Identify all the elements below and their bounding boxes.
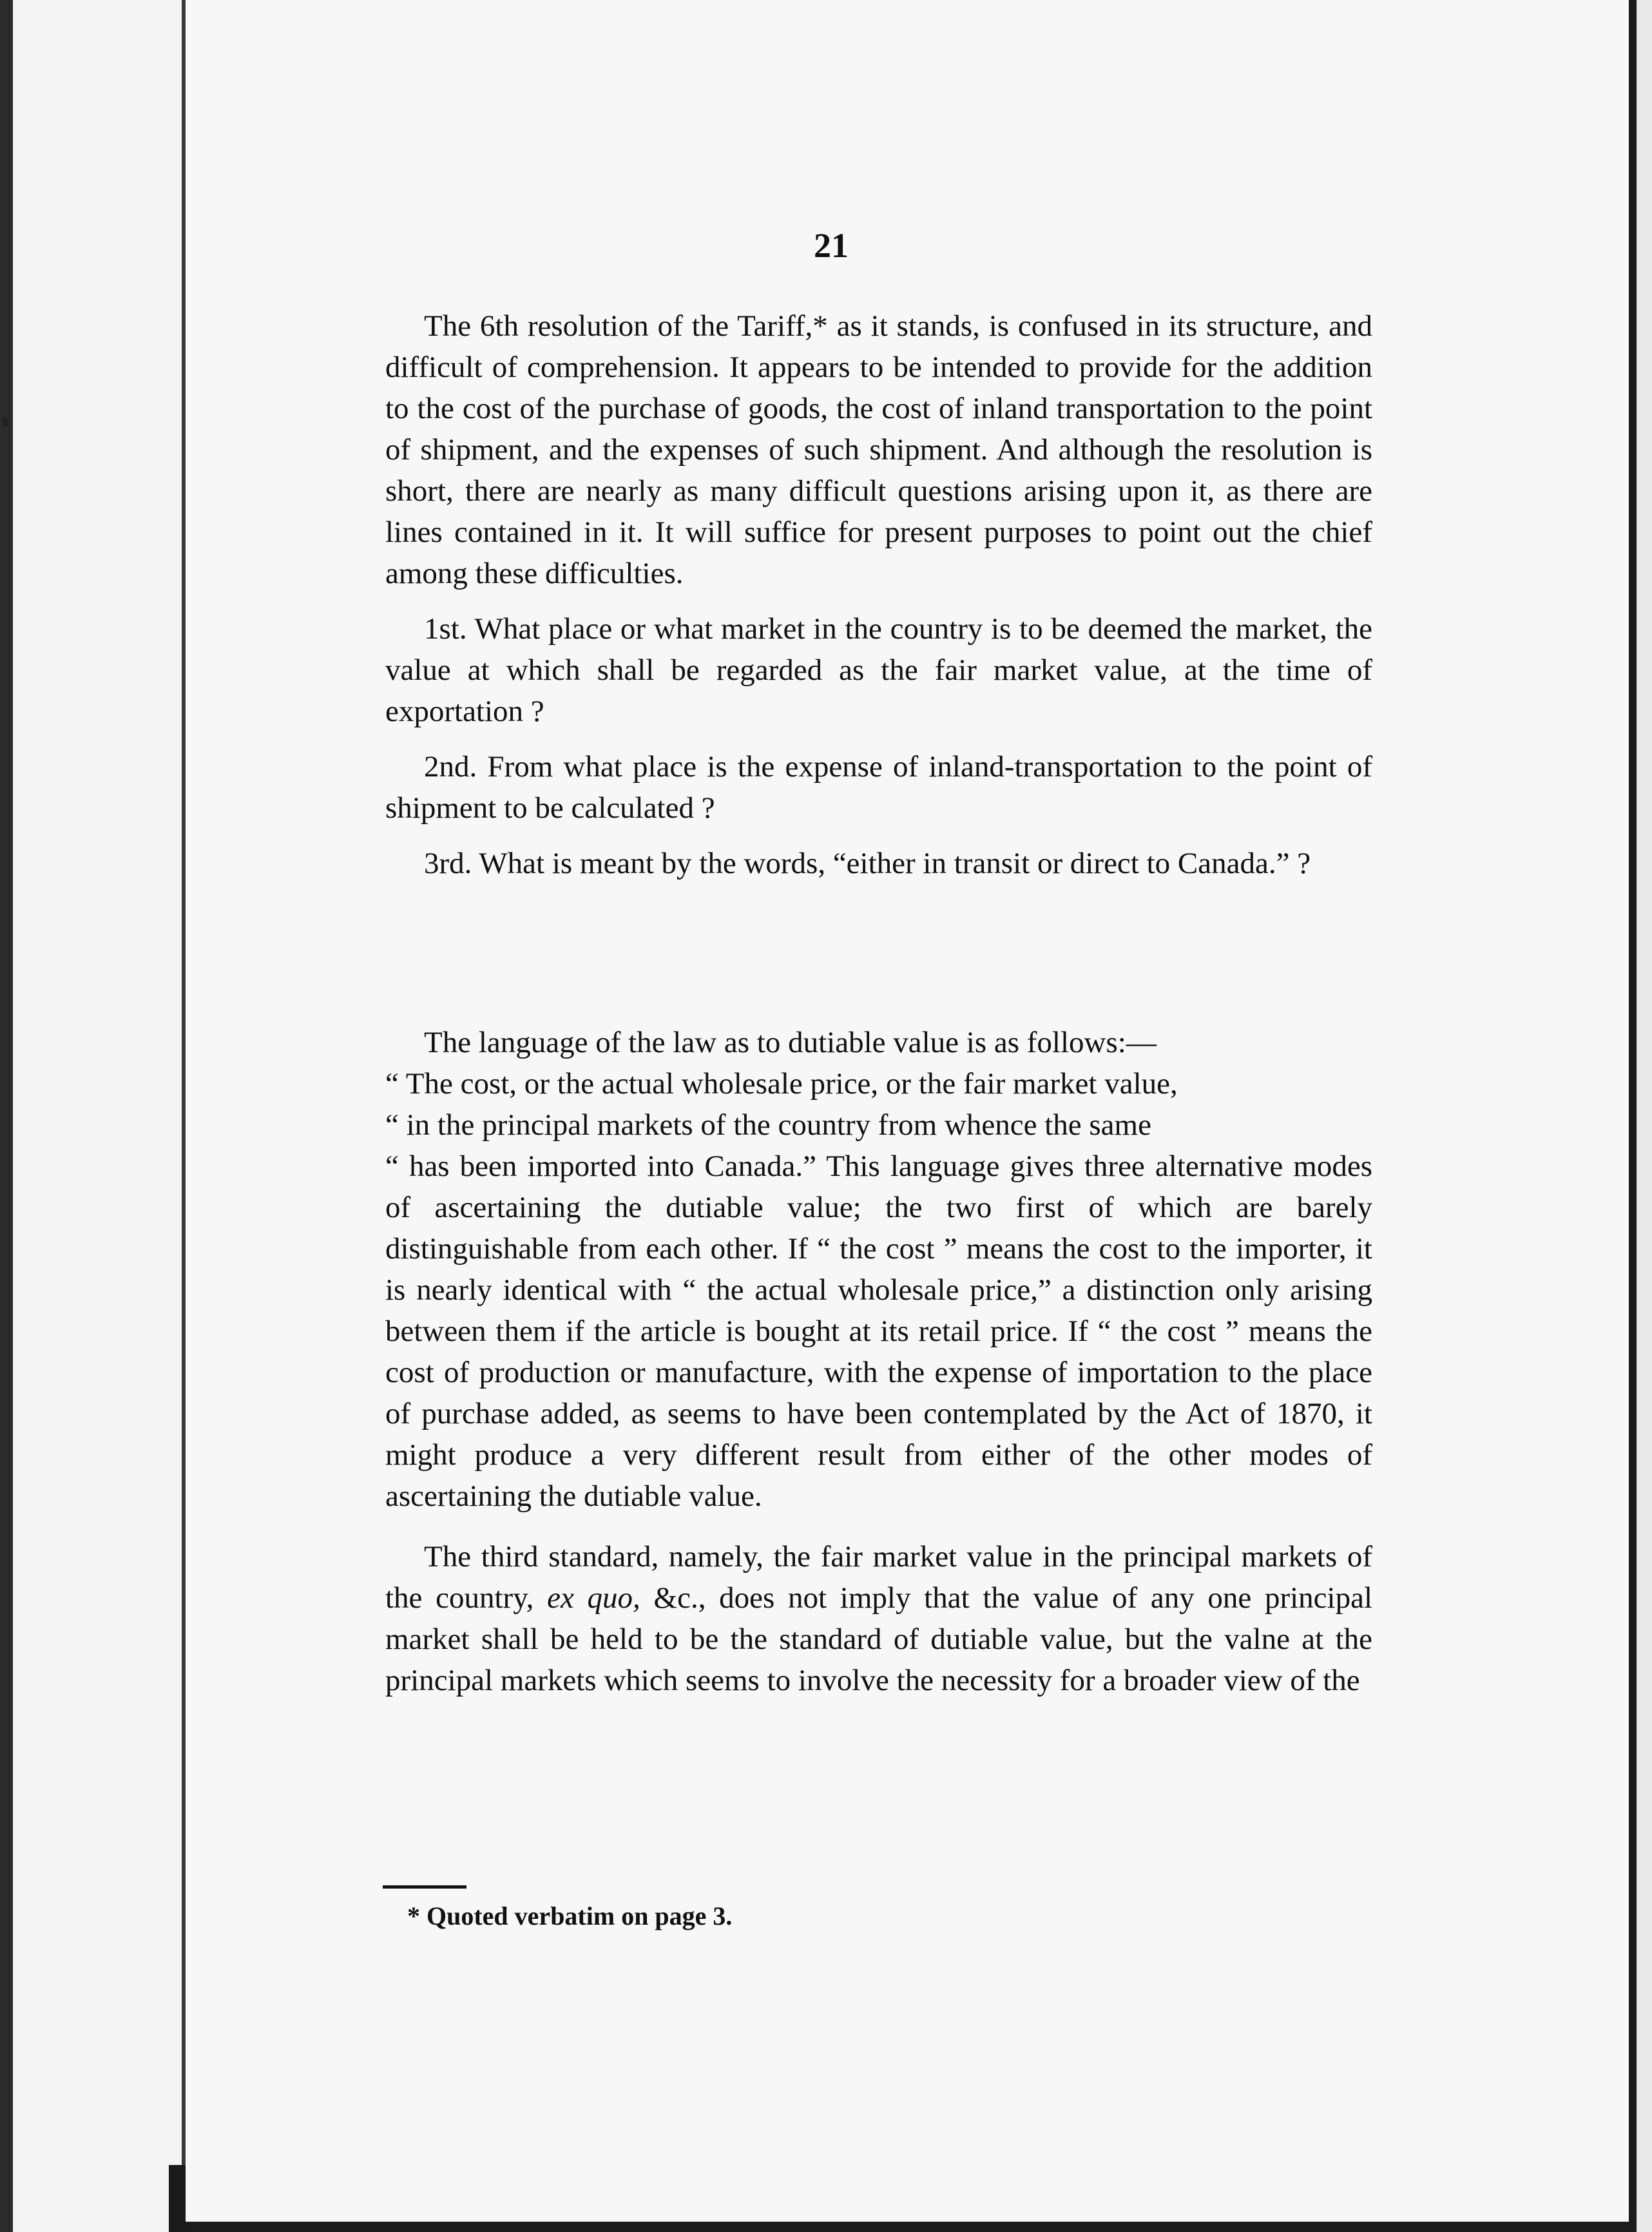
page-number: 21 [814,226,849,265]
dutiable-value-discussion: This language gives three alternative modes of ascertaining the dutiable value; the two first of which are barely distinguishable from each other. If “ the cost ” means the cost to the importer, it is nearly identical with “ the actual wholesale price,” a distinction only arising between them if the article is bought at its retail price. If “ the cost ” means the cost of production or manufacture, with the expense of importation to the place of purchase added, as seems to have been contemplated by the Act of 1870, it might produce a very different result from either of the other modes of ascertaining the dutiable value. [385,1150,1372,1513]
facing-page [13,0,182,2232]
paragraph-tariff-resolution: The 6th resolution of the Tariff,* as it stands, is confused in its structure, and difficult of comprehension. It appears to be intended to provide for the addition to the cost of the purchase of goods, the cost of inland transportation to the point of shipment, and the expenses of such shipment. And although the resolution is short, there are nearly as many difficult questions arising upon it, as there are lines contained in it. It will suffice for present purposes to point out the chief among these difficulties. [385,309,1372,590]
paragraph-dutiable-value-intro: The language of the law as to dutiable value is as follows:— [424,1026,1157,1059]
law-quote-line-2: “ in the principal markets of the country from whence the same [385,1108,1151,1142]
footnote: * Quoted verbatim on page 3. [407,1901,733,1930]
page-right-edge [1629,0,1637,2232]
third-standard-text-a: The third standard, namely, the fair market value in the principal markets of the country, [385,1540,1372,1615]
question-third: 3rd. What is meant by the words, “either in transit or direct to Canada.” ? [424,847,1311,880]
page-bottom-edge [186,2222,1629,2232]
question-first: 1st. What place or what market in the country is to be deemed the market, the value at which shall be regarded as the fair market value, at the time of exportation ? [385,612,1372,728]
scan-right-border [1637,0,1652,2232]
body-text-upper [385,305,1372,884]
margin-mark [3,418,8,427]
footnote-rule [383,1885,466,1889]
paragraph-third-standard [385,1536,1372,1701]
law-quote-line-1: “ The cost, or the actual wholesale price, or the fair market value, [385,1067,1178,1101]
paragraph-dutiable-value-body [385,1146,1372,1517]
question-second: 2nd. From what place is the expense of inland-transportation to the point of shipment to be calculated ? [385,750,1372,825]
third-standard-text-b: &c., does not imply that the value of any one principal market shall be held to be the standard of dutiable value, but the valne at the principal markets which seems to involve the necessity for a broader view of the [385,1581,1373,1697]
law-quote-line-3: “ has been imported into Canada.” [385,1150,816,1183]
third-standard-latin: ex quo, [547,1581,640,1615]
scan-left-border [0,0,13,2232]
body-text-lower [385,1022,1372,1701]
